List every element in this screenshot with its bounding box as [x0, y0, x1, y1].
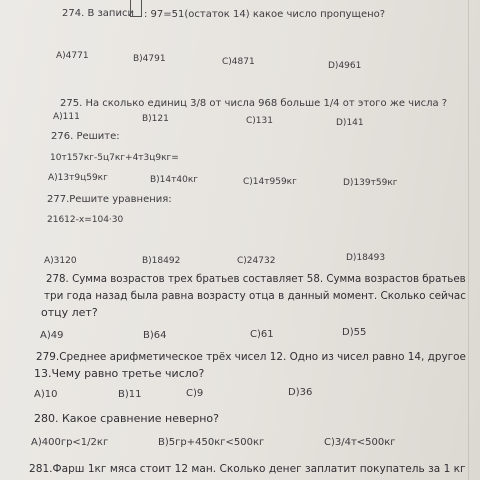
q280-option-b: B)5гр+450кг<500кг — [158, 437, 265, 448]
q279-line-2: 13.Чему равно третье число? — [34, 367, 205, 380]
q278-line-1: 278. Сумма возрастов трех братьев составляет 58. Сумма возрастов братьев — [46, 272, 466, 285]
q279-option-b: B)11 — [118, 389, 142, 400]
q275-text: 275. На сколько единиц 3/8 от числа 968 больше 1/4 от этого же числа ? — [60, 98, 448, 109]
q277-option-d: D)18493 — [346, 253, 386, 263]
q276-option-c: C)14т959кг — [243, 177, 297, 187]
q278-option-c: C)61 — [250, 329, 274, 340]
q277-option-b: B)18492 — [142, 256, 181, 266]
q280-option-c: C)3/4т<500кг — [324, 437, 396, 448]
q275-option-c: C)131 — [246, 116, 273, 126]
q278-option-d: D)55 — [342, 327, 367, 338]
q281-text: 281.Фарш 1кг мяса стоит 12 ман. Сколько денег заплатит покупатель за 1 кг — [29, 462, 466, 475]
q279-option-a: A)10 — [34, 389, 58, 400]
q274-option-a: A)4771 — [56, 51, 89, 61]
q277-option-c: C)24732 — [237, 256, 276, 266]
page-margin-line — [468, 0, 469, 480]
q276-option-a: A)13т9ц59кг — [48, 173, 108, 183]
q276-option-d: D)139т59кг — [343, 178, 398, 188]
q278-option-a: A)49 — [40, 330, 64, 341]
q279-line-1: 279.Среднее арифметическое трёх чисел 12. Одно из чисел равно 14, другое — [36, 350, 466, 363]
q279-option-d: D)36 — [288, 387, 313, 398]
q280-text: 280. Какое сравнение неверно? — [34, 412, 219, 425]
q274-text-start: 274. В записи — [62, 8, 134, 19]
q276-option-b: B)14т40кг — [150, 175, 198, 185]
q277-text: 277.Решите уравнения: — [47, 194, 172, 205]
q280-option-a: A)400гр<1/2кг — [31, 437, 109, 448]
q277-expression: 21612-x=104·30 — [47, 215, 124, 225]
q274-blank-box — [130, 0, 142, 17]
q277-option-a: A)3120 — [44, 256, 77, 266]
q274-text-end: : 97=51(остаток 14) какое число пропущено? — [144, 9, 386, 20]
q274-option-c: C)4871 — [222, 57, 255, 67]
q275-option-a: A)111 — [53, 112, 80, 122]
q278-option-b: B)64 — [143, 330, 167, 341]
q276-text: 276. Решите: — [51, 131, 120, 142]
q278-line-2: три года назад была равна возрасту отца в данный момент. Сколько сейчас — [44, 289, 466, 302]
q275-option-d: D)141 — [336, 118, 364, 128]
q275-option-b: B)121 — [142, 114, 169, 124]
q279-option-c: C)9 — [186, 388, 204, 399]
q278-line-3: отцу лет? — [41, 306, 98, 319]
q274-option-b: B)4791 — [133, 54, 166, 64]
q276-expression: 10т157кг-5ц7кг+4т3ц9кг= — [50, 153, 179, 163]
q274-option-d: D)4961 — [328, 61, 362, 71]
